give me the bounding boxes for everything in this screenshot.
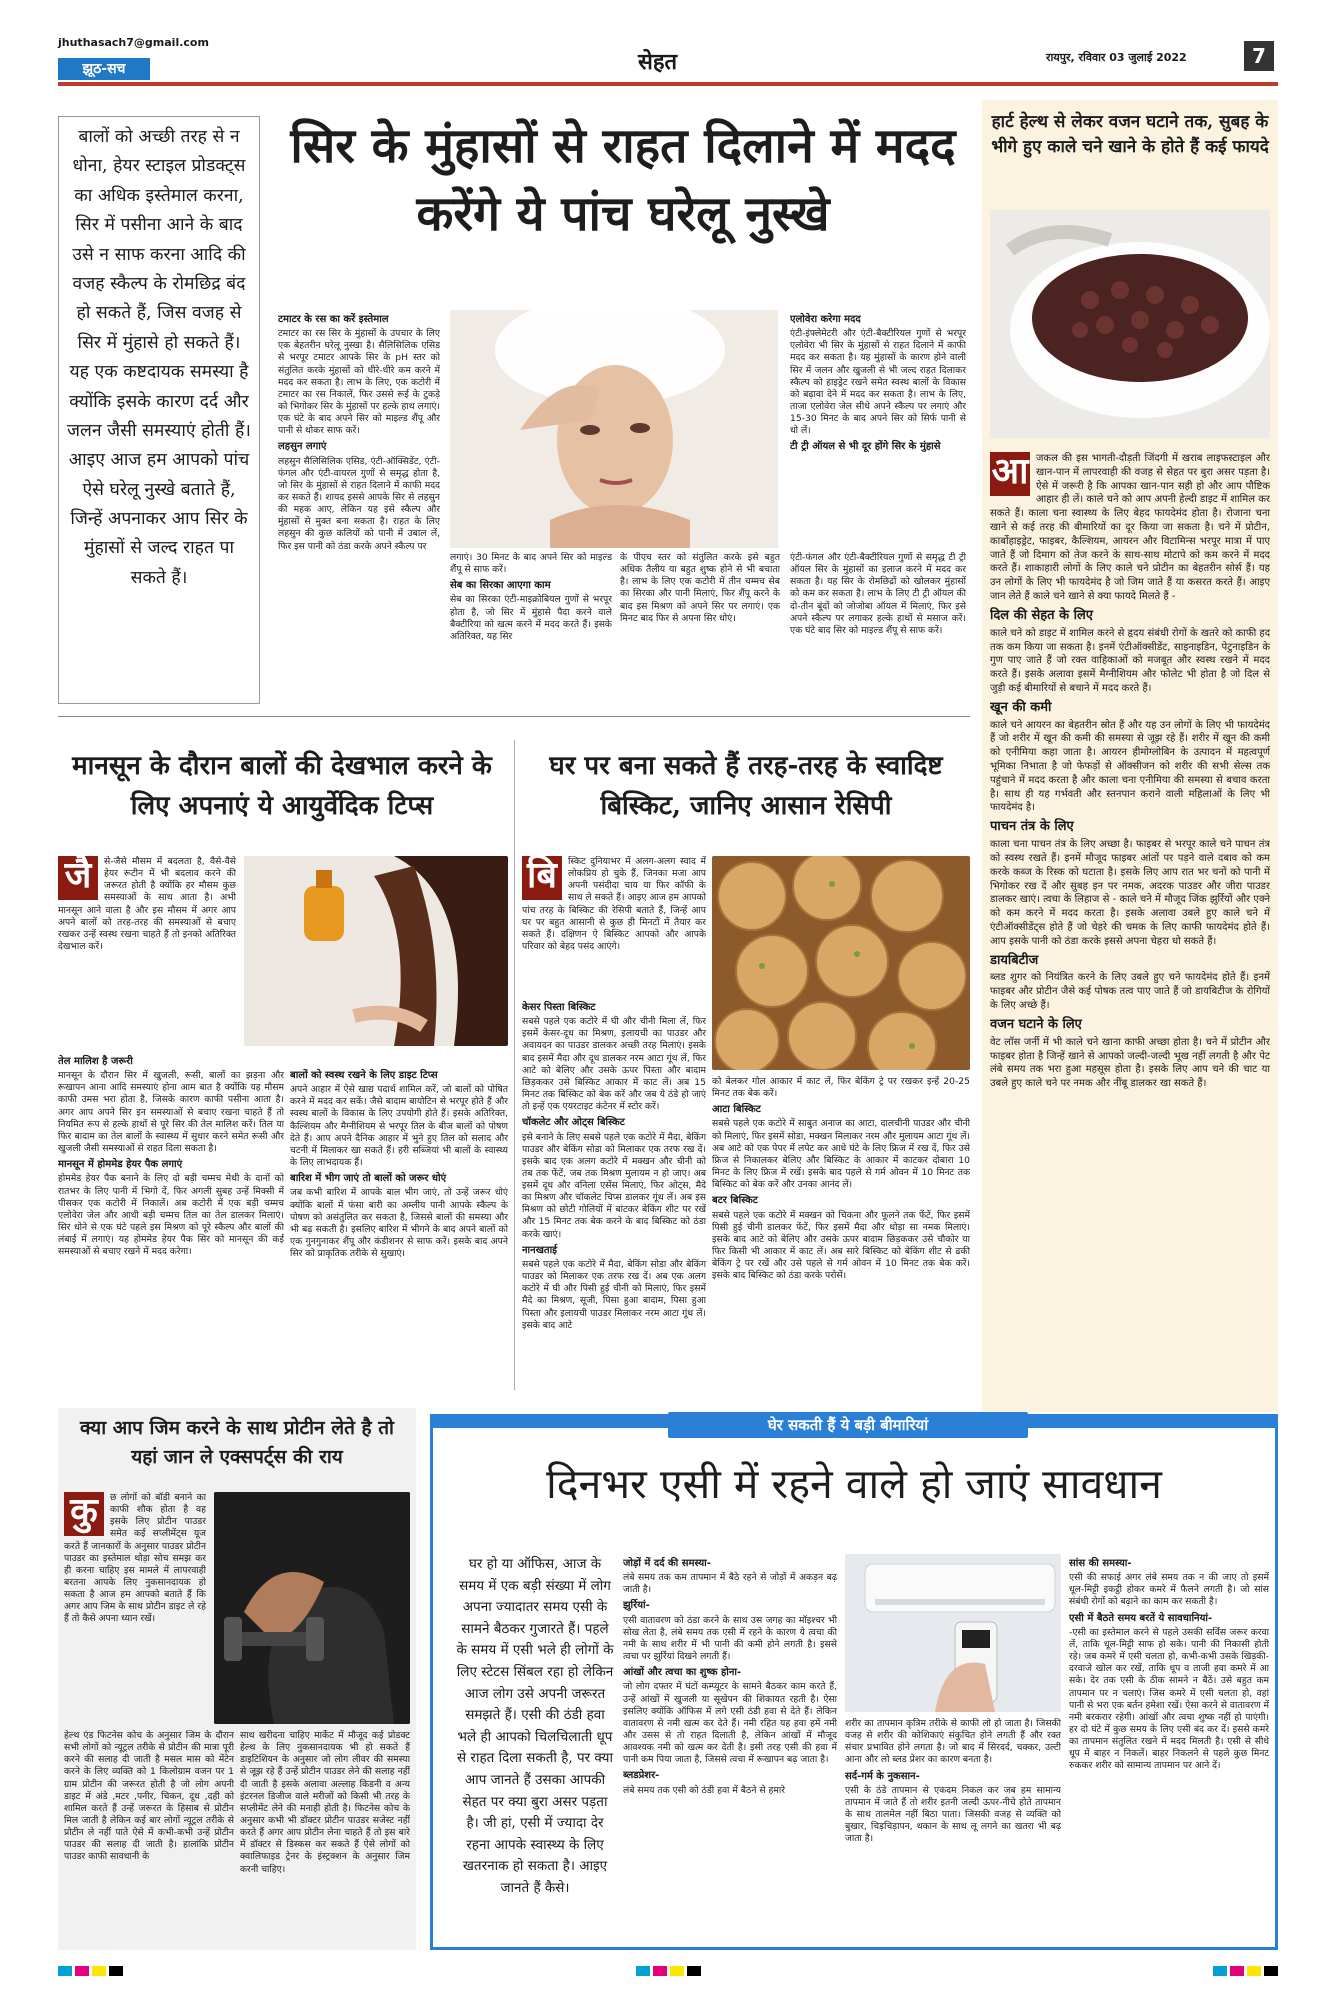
pimple-col-3 — [620, 552, 780, 702]
chana-text-heart: काले चने को डाइट में शामिल करने से हृदय संबंधी रोगों के खतरे को काफी हद तक कम किया जा सकता है। इनमें एंटीऑक्सीडेंट, साइनाइडिन, पेटुनाइडिन के गुण पाए जाते हैं जो रक्त वाहिकाओं को मजबूत और स्वस्थ रखने में मदद करते हैं। इसके अलावा इसमें मैग्नीशियम और फोलेट भी होता है जो दिल से जुड़ी कई बीमारियों से बचाने में मदद करते हैं। — [990, 627, 1270, 694]
pimple-sub-teatree: टी ट्री ऑयल से भी दूर होंगे सिर के मुंहासे — [790, 441, 941, 453]
chana-box — [982, 100, 1278, 1412]
ac-kicker: घेर सकती हैं ये बड़ी बीमारियां — [668, 1412, 1028, 1438]
chana-dropcap: आ — [990, 452, 1030, 496]
ac-box — [430, 1414, 1278, 1950]
chana-photo — [990, 210, 1270, 438]
protein-dropcap: कु — [64, 1492, 104, 1536]
paper-name: झूठ-सच — [58, 58, 150, 80]
pimple-intro-box — [58, 116, 260, 704]
biscuit-lead-col — [522, 856, 706, 994]
email: jhuthasach7@gmail.com — [58, 36, 209, 49]
monsoon-sub-pack: मानसून में होममेड हेयर पैक लगाएं — [58, 1159, 183, 1171]
ac-remote-illustration — [845, 1554, 1061, 1712]
woman-photo-illustration — [450, 310, 778, 548]
monsoon-text-oil: मानसून के दौरान सिर में खुजली, रूसी, बालों का झड़ना और रूखापन आना आदि समस्याएं होना आम बात है क्योंकि यह मौसम काफी उमस भरा होता है, जिसके कारण काफी पसीना आता है। अगर आप अपने सिर इन समस्याओं से बचाए रखना चाहते हैं तो नियमित रूप से हल्के हाथों से पूरे सिर की तेल मालिश करें। तिल या फिर बादाम का तेल बालों के स्वास्थ्य में सुधार करने समेत रूसी और खुजली जैसी समस्याओं से राहत दिला सकता है। — [58, 1070, 284, 1155]
color-swatches-left — [58, 1966, 123, 1976]
biscuit-sub-kesar: केसर पिस्ता बिस्किट — [522, 1002, 596, 1013]
biscuit-headline: घर पर बना सकते हैं तरह-तरह के स्वादिष्ट बिस्किट, जानिए आसान रेसिपी — [549, 751, 943, 822]
chana-headline: हार्ट हेल्थ से लेकर वजन घटाने तक, सुबह के भीगे हुए काले चने खाने के होते हैं कई फायदे — [991, 112, 1269, 157]
pimple-text-garlic: लहसुन सैलिसिलिक एसिड, एंटी-ऑक्सिडेंट, एंटी-फंगल और एंटी-वायरल गुणों से समृद्ध होता है, जो सिर के मुंहासों से राहत दिलाने में काफी मदद कर सकते हैं। शायद इससे आपके सिर से लहसुन की महक आए, लेकिन यह इसे स्कैल्प और मुंहासों से मुक्त बना सकता है। राहत के लिए लहसुन की कुछ कलियों को पानी में उबाल लें, फिर इस पानी को ठंडा करके अपने स्कैल्प पर — [278, 455, 440, 552]
monsoon-col-1 — [58, 1052, 284, 1382]
masthead — [58, 36, 1278, 86]
monsoon-col-2 — [290, 1066, 508, 1384]
pimple-headline: सिर के मुंहासों से राहत दिलाने में मदद करेंगे ये पांच घरेलू नुस्खे — [290, 118, 956, 243]
pimple-text-garlic-cont: लगाएं। 30 मिनट के बाद अपने सिर को माइल्ड शैंपू से साफ करें। — [450, 552, 612, 576]
chana-sub-weight: वजन घटाने के लिए — [990, 1016, 1082, 1032]
divider-line-1 — [58, 716, 970, 717]
ac-text-bp-cont: शरीर का तापमान कृत्रिम तरीके से काफी लो हो जाता है। जिसकी वजह से शरीर की कोशिकाएं संकुचित होने लगती हैं और रक्त संचार प्रभावित होने लगता है। जो बाद में सिरदर्द, चक्कर, उल्टी आना और लो ब्लड प्रेशर का कारण बनता है। — [845, 1718, 1061, 1766]
ac-sub-dry: आंखों और त्वचा का शुष्क होना- — [623, 1667, 742, 1679]
pimple-text-vinegar-cont: के पीएच स्तर को संतुलित करके इसे बहुत अधिक तैलीय या बहुत शुष्क होने से भी बचाता है। लाभ के लिए एक कटोरी में तीन चम्मच सेब का सिरका और पानी मिलाएं, फिर शैंपू करने के बाद इस मिश्रण को अपने सिर पर लगाएं। एक मिनट बाद फिर से अपना सिर धोएं। — [620, 552, 780, 624]
biscuit-sub-chocolate: चॉकलेट और ओट्स बिस्किट — [522, 1117, 625, 1129]
pimple-text-aloe: एंटी-इंफ्लेमेटरी और एंटी-बैक्टीरियल गुणों से भरपूर एलोवेरा भी सिर के मुंहासों से राहत दिलाने में काफी मदद कर सकता है। यह मुंहासों के कारण होने वाली सिर में जलन और खुजली से भी जल्द राहत दिलाकर स्कैल्प को हाइड्रेट रखने समेत स्वस्थ बालों के विकास को बढ़ावा देने में मदद कर सकता है। लाभ के लिए, ताजा एलोवेरा जेल सीधे अपने स्कैल्प पर लगाएं और 15-30 मिनट के बाद अपने सिर को सिर्फ पानी से धो लें। — [790, 328, 966, 437]
monsoon-sub-oil: तेल मालिश है जरूरी — [58, 1056, 133, 1067]
biscuit-sub-atta: आटा बिस्किट — [712, 1104, 761, 1116]
pimple-intro: बालों को अच्छी तरह से न धोना, हेयर स्टाइल प्रोडक्ट्स का अधिक इस्तेमाल करना, सिर में पसीना आने के बाद उसे न साफ करना आदि की वजह स्कैल्प के रोमछिद्र बंद हो सकते हैं, जिस वजह से सिर में मुंहासे हो सकते हैं। यह एक कष्टदायक समस्या है क्योंकि इसके कारण दर्द और जलन जैसी समस्याएं होती हैं। आइए आज हम आपको पांच ऐसे घरेलू नुस्खे बताते हैं, जिन्हें अपनाकर आप सिर के मुंहासों से जल्द राहत पा सकते हैं। — [67, 127, 251, 588]
chana-bowl-illustration — [990, 210, 1270, 438]
biscuit-photo — [712, 856, 970, 1070]
protein-text-1: हेल्थ एंड फिटनेस कोच के अनुसार जिम के दौरान सभी लोगों को न्यूट्रल तरीके से प्रोटीन की मात्रा पूरी करने की सलाह दी जाती है मसल मास को मेंटेन करने के लिए व्यक्ति को 1 किलोग्राम वजन पर 1 ग्राम प्रोटीन की जरूरत होती है जो लोग अपनी डाइट में अंडे ,मटर ,पनीर, चिकन, दूध ,दही को शामिल करते हैं उन्हें जरूरत के हिसाब से प्रोटीन मिल जाती है लेकिन कई बार लोगों न्यूट्रल तरीके से प्रोटीन ले नहीं पाते ऐसे में कभी-कभी उन्हें प्रोटीन पाउडर की सलाह दी जाती है। हालांकि प्रोटीन पाउडर काफी सावधानी के — [64, 1730, 234, 1863]
ac-col-1 — [623, 1554, 837, 1954]
chana-intro: जकल की इस भागती-दौड़ती जिंदगी में खराब लाइफस्टाइल और खान-पान में लापरवाही की वजह से सेहत पर बुरा असर पड़ता है। ऐसे में जरूरी है कि आपका खान-पान सही हो और आप पौष्टिक आहार ही लें। काले चने को आप अपनी हेल्दी डाइट में शामिल कर सकते हैं। काला चना स्वास्थ्य के लिए बेहद फायदेमंद होता है। रोजाना चना खाने से कई तरह की बीमारियों का दूर किया जा सकता है। चने में प्रोटीन, कार्बोहाइड्रेट, फाइबर, कैल्शियम, आयरन और विटामिन्स भरपूर मात्रा में पाए जाते हैं जो दिमाग को तेज करने के साथ-साथ मोटापे को कम करने में मदद करते हैं। शाकाहारी लोगों के लिए काले चने प्रोटीन का बेहतरीन सोर्स हैं। यह उन लोगों के लिए भी फायदेमंद है जो जिम जाते हैं या कसरत करते हैं। आइए जान लेते हैं काले चने खाने से क्या फायदे मिलते हैं - — [990, 453, 1270, 602]
biscuit-text-chocolate: इसे बनाने के लिए सबसे पहले एक कटोरे में मैदा, बेकिंग पाउडर और बेकिंग सोडा को मिलाकर एक तरफ रख दें। इसके बाद एक अलग कटोरे में मक्खन और चीनी को तब तक फेंटें, जब तक मिश्रण मुलायम न हो जाए। अब इसमें दूध और वनिला एसेंस मिलाएं, फिर ओट्स, मैदे का मिश्रण और चॉकलेट चिप्स डालकर गूंथ लें। अब इस मिश्रण को छोटी गोलियों में बांटकर बेकिंग शीट पर रखें और 15 मिनट तक बेक करने के बाद बिस्किट को ठंडा करके खाएं। — [522, 1131, 706, 1240]
protein-col-2 — [240, 1730, 410, 1944]
ac-sub-wrinkles: झुर्रियां- — [623, 1600, 650, 1612]
header-rule — [58, 82, 1278, 86]
ac-sub-precautions: एसी में बैठते समय बरतें ये सावधानियां- — [1069, 1612, 1213, 1624]
monsoon-headline: मानसून के दौरान बालों की देखभाल करने के लिए अपनाएं ये आयुर्वेदिक टिप्स — [72, 751, 492, 822]
pimple-col-2 — [450, 552, 612, 702]
pimple-col-5 — [790, 552, 966, 702]
protein-col-1 — [64, 1730, 234, 1944]
ac-sub-breath: सांस की समस्या- — [1069, 1558, 1132, 1569]
ac-text-hotcold: एसी के ठंडे तापमान से एकदम निकल कर जब हम सामान्य तापमान में जाते हैं तो शरीर इतनी जल्दी ऊपर-नीचे होते तापमान के साथ तालमेल नहीं बिठा पाता। जिसकी वजह से व्यक्ति को बुखार, चिड़चिड़ापन, थकान के साथ लू लगने का खतरा भी बढ़ जाता है। — [845, 1784, 1061, 1845]
hair-oil-illustration — [244, 856, 508, 1046]
chana-text-weight: वेट लॉस जर्नी में भी काले चने खाना काफी अच्छा होता है। चने में प्रोटीन और फाइबर होता है जिन्हें खाने से आपको जल्दी-जल्दी भूख नहीं लगती है और पेट लंबे समय तक भरा हुआ महसूस होता है। इसके लिए आप चने की चाट या उबले हुए काले चने पर नमक और नींबू डालकर खा सकते हैं। — [990, 1036, 1270, 1090]
chana-sub-blood: खून की कमी — [990, 699, 1052, 715]
chana-sub-heart: दिल की सेहत के लिए — [990, 607, 1093, 623]
section-title: सेहत — [638, 49, 678, 75]
chana-body — [990, 452, 1270, 1402]
pimple-sub-tomato: टमाटर के रस का करें इस्तेमाल — [278, 314, 389, 325]
ac-col-3 — [1069, 1554, 1269, 1954]
pimple-text-vinegar: सेब का सिरका एंटी-माइक्रोबियल गुणों से भरपूर होता है, जो सिर में मुंहासे पैदा करने वाले बैक्टीरिया को खत्म करने में मदद करते हैं। इसके अतिरिक्त, यह सिर — [450, 594, 612, 642]
biscuit-col-2 — [712, 1076, 970, 1384]
ac-text-wrinkles: एसी वातावरण को ठंडा करने के साथ उस जगह का मॉइश्चर भी सोख लेता है, लंबे समय तक एसी में रहने के कारण ये त्वचा की नमी के साथ शरीर में भी पानी की कमी होने लगती है। इससे त्वचा पर झुर्रियां दिखने लगती हैं। — [623, 1614, 837, 1663]
ac-intro-col — [455, 1554, 615, 1954]
biscuit-col-1 — [522, 998, 706, 1384]
woman-pimple-photo — [450, 310, 778, 548]
pimple-sub-vinegar: सेब का सिरका आएगा काम — [450, 580, 551, 592]
biscuit-text-butter: सबसे पहले एक कटोरे में मक्खन को चिकना और फूलने तक फेंटें, फिर इसमें पिसी हुई चीनी डालकर फेंटें, फिर इसमें मैदा और थोड़ा सा नमक मिलाएं। इसके बाद आटे को बेलिए और उसके ऊपर बादाम छिड़ककर उसे चौकोर या फिर किसी भी आकार में काट लें। अब सारे बिस्किट को बेकिंग शीट से ढकी बेकिंग ट्रे पर रखें और उसे पहले से गर्म ओवन में 10 मिनट तक बेक करें। इसके बाद बिस्किट को ठंडा करके परोसें। — [712, 1209, 970, 1282]
registration-bar — [58, 1964, 1278, 1978]
monsoon-text-diet: अपने आहार में ऐसे खाद्य पदार्थ शामिल करें, जो बालों को पोषित करने में मदद कर सकें। जैसे बादाम बायोटिन से भरपूर होते हैं और स्वस्थ बालों के विकास के लिए उपयोगी होते हैं। इसके अतिरिक्त, कैल्शियम और मैग्नीशियम से भरपूर तिल के बीज बालों को पोषण देते हैं। आप अपने दैनिक आहार में भुने हुए तिल को सलाद और चटनी में मिलाकर खा सकते हैं। हरी सब्जियां भी बालों के स्वास्थ्य के लिए लाभदायक हैं। — [290, 1084, 508, 1169]
pimple-text-tomato: टमाटर का रस सिर के मुंहासों के उपचार के लिए एक बेहतरीन घरेलू नुस्खा है। सैलिसिलिक एसिड से भरपूर टमाटर आपके सिर के pH स्तर को संतुलित करके मुंहासों को धीरे-धीरे कम करने में मदद कर सकता है। लाभ के लिए, एक कटोरी में टमाटर का रस निकालें, फिर उससे रूई के टुकड़े को भिगोकर सिर के मुंहासों पर हल्के हाथ लगाएं। एक घंटे के बाद अपने सिर को माइल्ड शैंपू और पानी से धोकर साफ करें। — [278, 328, 440, 437]
chana-sub-digestion: पाचन तंत्र के लिए — [990, 819, 1074, 835]
ac-text-dry: जो लोग दफ्तर में घंटों कम्प्यूटर के सामने बैठकर काम करते हैं, उन्हें आंखों में खुजली या सूखेपन की शिकायत रहती है। ऐसा इसलिए क्योंकि ऑफिस में लगे एसी ठंडी हवा से देते हैं। लेकिन वातावरण से नमी खत्म कर देते हैं। नमी रहित यह हवा हमें नमी और उसस से तो राहत दिलाती है, लेकिन आंखों में मौजूद आवश्यक नमी को खत्म कर देती है। इसी तरह एसी की हवा में पानी कम पिया जाता है, जिससे त्वचा में रूखापन बढ़ जाता है। — [623, 1681, 837, 1766]
biscuit-text-atta: सबसे पहले एक कटोरे में साबुत अनाज का आटा, दालचीनी पाउडर और चीनी को मिलाएं, फिर इसमें सोडा, मक्खन मिलाकर नरम और मुलायम आटा गूंथ लें। अब आटे को एक पेपर में लपेट कर आधे घंटे के लिए फ्रिज में रख दें, फिर उसे फ्रिज से निकालकर बेलिए और बिस्किट के आकार में काटकर दोबारा 10 मिनट के लिए फ्रिज में रखें। इसके बाद पहले से गर्म ओवन में 10 मिनट तक बिस्किट को बेक करें और उनका आनंद लें। — [712, 1118, 970, 1191]
monsoon-sub-rain: बारिश में भीग जाएं तो बालों को जरूर धोएं — [290, 1173, 447, 1185]
ac-intro: घर हो या ऑफिस, आज के समय में एक बड़ी संख्या में लोग अपना ज्यादातर समय एसी के सामने बैठकर गुजारते हैं। पहले के समय में एसी भले ही लोगों के लिए स्टेटस सिंबल रहा हो लेकिन आज लोग उसे अपनी जरूरत समझते हैं। एसी की ठंडी हवा भले ही आपको चिलचिलाती धूप से राहत दिला सकती है, पर क्या आप जानते हैं उसका आपकी सेहत पर क्या बुरा असर पड़ता है। जी हां, एसी में ज्यादा देर रहना आपके स्वास्थ्य के लिए खतरनाक हो सकता है। आइए जानते हैं कैसे। — [456, 1556, 614, 1896]
monsoon-text-pack: होममेड हेयर पैक बनाने के लिए दो बड़ी चम्मच मेथी के दानों को रातभर के लिए पानी में भिगो दें, फिर अगली सुबह उन्हें मिक्सी में पीसकर एक कटोरी में निकालें। अब कटोरी में एक बड़ी चम्मच एलोवेरा जेल और आधी बड़ी चम्मच तिल का तेल डालकर मिलाएं। सिर धोने से एक घंटे पहले इस मिश्रण को पूरे स्कैल्प और बालों की लंबाई में लगाएं। यह होममेड हेयर पैक सिर को मानसून की कई समस्याओं से बचाए रखने में मदद करेगा। — [58, 1173, 284, 1258]
monsoon-lead: से-जैसे मौसम में बदलता है, वैसे-वैसे हेयर रूटीन में भी बदलाव करने की जरूरत होती है क्योंकि हर मौसम कुछ समस्याओं के साथ आता है। अभी मानसून आने वाला है और इस मौसम में अगर आप अपने बालों को तरह-तरह की समस्याओं से बचाए रखकर उन्हें स्वस्थ रखना चाहते हैं तो इनको अतिरिक्त देखभाल करें। — [58, 856, 236, 952]
pimple-sub-aloe: एलोवेरा करेगा मदद — [790, 314, 861, 325]
chana-sub-diabetes: डायबिटीज — [990, 952, 1039, 968]
chana-text-blood: काले चने आयरन का बेहतरीन स्रोत हैं और यह उन लोगों के लिए भी फायदेमंद हैं जो शरीर में खून की कमी की समस्या से जूझ रहे हैं। शरीर में खून की कमी को एनीमिया कहा जाता है। आयरन हीमोग्लोबिन के उत्पादन में महत्वपूर्ण भूमिका निभाता है जो फेफड़ों से ऑक्सीजन को शरीर की सभी सेल्स तक पहुंचाने में मदद करता है और काला चना एनीमिया की समस्या से बचाव करता है। साथ ही यह गर्भवती और स्तनपान कराने वाली महिलाओं के लिए भी फायदेमंद है। — [990, 719, 1270, 814]
biscuit-dropcap: बि — [522, 856, 562, 900]
protein-box — [58, 1408, 416, 1950]
pimple-col-4 — [790, 310, 966, 548]
biscuit-sub-nankhatai: नानखताई — [522, 1244, 558, 1256]
ac-col-2 — [845, 1718, 1061, 1954]
protein-headline: क्या आप जिम करने के साथ प्रोटीन लेते है तो यहां जान ले एक्सपर्ट्स की राय — [80, 1417, 394, 1469]
biscuit-illustration — [712, 856, 970, 1070]
protein-lead-col — [64, 1492, 206, 1724]
biscuit-text-nankhatai: सबसे पहले एक कटोरे में मैदा, बेकिंग सोडा और बेकिंग पाउडर को मिलाकर एक तरफ रख दें। अब एक अलग कटोरे में घी और पिसी हुई चीनी को मिलाएं, फिर इसमें मैदे का मिश्रण, सूजी, पिसा हुआ बादाम, पिसा हुआ पिस्ता और इलायची पाउडर मिलाकर नरम आटा गूंथ लें। इसके बाद आटे — [522, 1258, 706, 1331]
page-number: 7 — [1244, 41, 1274, 71]
ac-photo — [845, 1554, 1061, 1712]
ac-text-precautions: -एसी का इस्तेमाल करने से पहले उसकी सर्विस जरूर करवा लें, ताकि धूल-मिट्टी साफ हो सके। पानी की निकासी होती रहे। जब कमरे में एसी चलता हो, कभी-कभी उसके खिड़की-दरवाजे खोल कर रखें, ताकि धूप व ताजी हवा कमरे में आ सके। देर तक एसी के ठीक सामने न बैठें। उसे बहुत कम तापमान पर न चलाएं। जिस कमरे में एसी चलता हो, वहां पानी से भरा एक बर्तन हमेशा रखें। ऐसा करने से वातावरण में नमी बरकरार रहेगी। आंखों और त्वचा शुष्क नहीं हो पाएंगी। हर दो घंटे में कुछ समय के लिए एसी बंद कर दें। इससे कमरे का तापमान संतुलित रखने में मदद मिलती है। एसी से सीधे धूप में बाहर न निकलें। बाहर निकलने से पहले कुछ मिनट रुककर शरीर को सामान्य तापमान पर आने दें। — [1069, 1626, 1269, 1772]
protein-text-2: साथ खरीदना चाहिए मार्केट में मौजूद कई प्रोडक्ट हेल्थ के लिए नुकसानदायक भी हो सकते हैं डाइटिशियन के अनुसार जो लोग लीवर की समस्या से जूझ रहे हैं उन्हें प्रोटीन पाउडर लेने की सलाह नहीं दी जाती है इसके अलावा अल्लाह किडनी व अन्य इंटरनल डिजीज वाले मरीजों को किसी भी तरह के सप्लीमेंट लेने की मनाही होती है। फिटनेस कोच के अनुसार कभी भी डॉक्टर प्रोटीन पाउडर सजेस्ट नहीं करते हैं अगर आप प्रोटीन लेना चाहते हैं तो इस बारे में डॉक्टर से डिस्कस कर सकते हैं ऐसे लोगों को क्वालिफाइड ट्रेनर के इंस्ट्रक्शन के अनुसार जिम करनी चाहिए। — [240, 1730, 410, 1875]
biscuit-sub-butter: बटर बिस्किट — [712, 1195, 758, 1207]
biscuit-text-kesar: सबसे पहले एक कटोरे में घी और चीनी मिला लें, फिर इसमें केसर-दूध का मिश्रण, इलायची का पाउडर और अवायदन का पाउडर डालकर अच्छी तरह मिलाएं। इसके बाद इसमें मैदा और दूध डालकर नरम आटा गूंथ लें, फिर आटे को बेलिए और उसके ऊपर पिस्ता और बादाम छिड़ककर उसे बिस्किट आकार में काट लें। अब 15 मिनट तक बिस्किट को बेक करें और जब ये ठंडे हो जाएं तो इन्हें एक एयरटाइट कंटेनर में स्टोर करें। — [522, 1016, 706, 1113]
ac-text-joints: लंबे समय तक कम तापमान में बैठे रहने से जोड़ों में अकड़न बढ़ जाती है। — [623, 1572, 837, 1596]
ac-sub-bp: ब्लडप्रेशर- — [623, 1770, 660, 1782]
ac-headline: दिनभर एसी में रहने वाले हो जाएं सावधान — [546, 1460, 1162, 1508]
monsoon-sub-diet: बालों को स्वस्थ रखने के लिए डाइट टिप्स — [290, 1070, 438, 1081]
ac-text-bp: लंबे समय तक एसी को ठंडी हवा में बैठने से हमारे — [623, 1784, 786, 1796]
monsoon-lead-col — [58, 856, 236, 1052]
chana-text-digestion: काला चना पाचन तंत्र के लिए अच्छा है। फाइबर से भरपूर काले चने पाचन तंत्र को स्वस्थ रखते हैं। इनमें मौजूद फाइबर आंतों पर पड़ने वाले दबाव को कम करके कब्ज के रिस्क को घटाता है। इसके लिए आप रात भर चनों को पानी में भिगोकर रख दें और सुबह इन पर नमक, अदरक पाउडर और जीरा पाउडर डालकर खाएं। त्वचा के लिहाज से - काले चने में मौजूद जिंक झुर्रियों और एक्ने को कम करने में मदद करता है। इसके अलावा उबले हुए काले चने में एंटीऑक्सीडेंट्स होते हैं जो चेहरे की चमक के लिए काफी फायदेमंद होते हैं। आप इसके पानी को ठंडा करके इससे अपना चेहरा धो सकते हैं। — [990, 839, 1270, 947]
monsoon-text-rain: जब कभी बारिश में आपके बाल भीग जाएं, तो उन्हें जरूर धोएं क्योंकि बालों में फंसा बारी का अम्लीय पानी आपके स्कैल्प के पोषण को असंतुलित कर सकता है, जिससे बालों की समस्या और भी बढ़ सकती है। इसलिए बारिश में भीगने के बाद अपने बालों को एक गुनगुनाकर शैंपू और कंडीशनर से साफ करें। इसके बाद अपने सिर को प्राकृतिक तरीके से सुखाएं। — [290, 1187, 508, 1260]
color-swatches-center — [636, 1966, 701, 1976]
pimple-col-1 — [278, 310, 440, 702]
ac-sub-hotcold: सर्द-गर्म के नुकसान- — [845, 1770, 920, 1782]
divider-vertical-1 — [514, 740, 515, 1390]
gym-photo — [214, 1492, 410, 1724]
protein-lead: छ लोगों को बॉडी बनाने का काफी शौक होता है वह इसके लिए प्रोटीन पाउडर समेत कई सप्लीमेंट्स यूज करते हैं जानकारों के अनुसार पाउडर प्रोटीन पाउडर का इस्तेमाल थोड़ा सोच समझ कर ही करना चाहिए इस मामले में लापरवाही बरतना आपके लिए नुकसानदायक हो सकता है आज हम आपको बताते हैं कि अगर आप जिम के साथ प्रोटीन डाइट ले रहे हैं तो कैसे अपना ध्यान रखें। — [64, 1492, 206, 1625]
color-swatches-right — [1213, 1966, 1278, 1976]
monsoon-dropcap: जै — [58, 856, 98, 900]
chana-text-diabetes: ब्लड शुगर को नियंत्रित करने के लिए उबले हुए चने फायदेमंद होते हैं। इनमें फाइबर और प्रोटीन जैसे कई पोषक तत्व पाए जाते हैं जो डायबिटीज के रोगियों के लिए अच्छे हैं। — [990, 972, 1270, 1012]
pimple-text-teatree: एंटी-फंगल और एंटी-बैक्टीरियल गुणों से समृद्ध टी ट्री ऑयल सिर के मुंहासों का इलाज करने में मदद कर सकता है। यह सिर के रोमछिद्रों को खोलकर मुंहासों को कम कर सकता है। लाभ के लिए टी ट्री ऑयल की दो-तीन बूंदों को जोजोबा ऑयल में मिलाएं, फिर इसे अपने स्कैल्प पर लगाकर हल्के हाथों से मसाज करें। एक घंटे बाद सिर को माइल्ड शैंपू से साफ करें। — [790, 552, 966, 636]
ac-text-breath: एसी की सफाई अगर लंबे समय तक न की जाए तो इसमें धूल-मिट्टी इकट्ठी होकर कमरे में फैलने लगती है। जो सांस संबंधी रोगों को बढ़ाने का काम कर सकती है। — [1069, 1572, 1269, 1608]
gym-illustration — [214, 1492, 410, 1724]
pimple-sub-garlic: लहसुन लगाएं — [278, 441, 327, 453]
dateline: रायपुर, रविवार 03 जुलाई 2022 — [1046, 51, 1187, 64]
hair-oil-photo — [244, 856, 508, 1046]
biscuit-text-nankhatai-cont: को बेलकर गोल आकार में काट लें, फिर बेकिंग ट्रे पर रखकर इन्हें 20-25 मिनट तक बेक करें। — [712, 1076, 970, 1100]
ac-sub-joints: जोड़ों में दर्द की समस्या- — [623, 1558, 711, 1569]
biscuit-lead: स्किट दुनियाभर में अलग-अलग स्वाद में लोकप्रिय हो चुके हैं, जिनका मजा आप अपनी पसंदीदा चाय या फिर कॉफी के साथ ले सकते हैं। आइए आज हम आपको पांच तरह के बिस्किट की रेसिपी बताते हैं, जिन्हें आप घर पर बहुत आसानी से कुछ ही मिनटों में तैयार कर सकते हैं। दक्षिणन ऐ बिस्किट आपको और आपके परिवार को बेहद पसंद आएंगे। — [522, 856, 706, 952]
